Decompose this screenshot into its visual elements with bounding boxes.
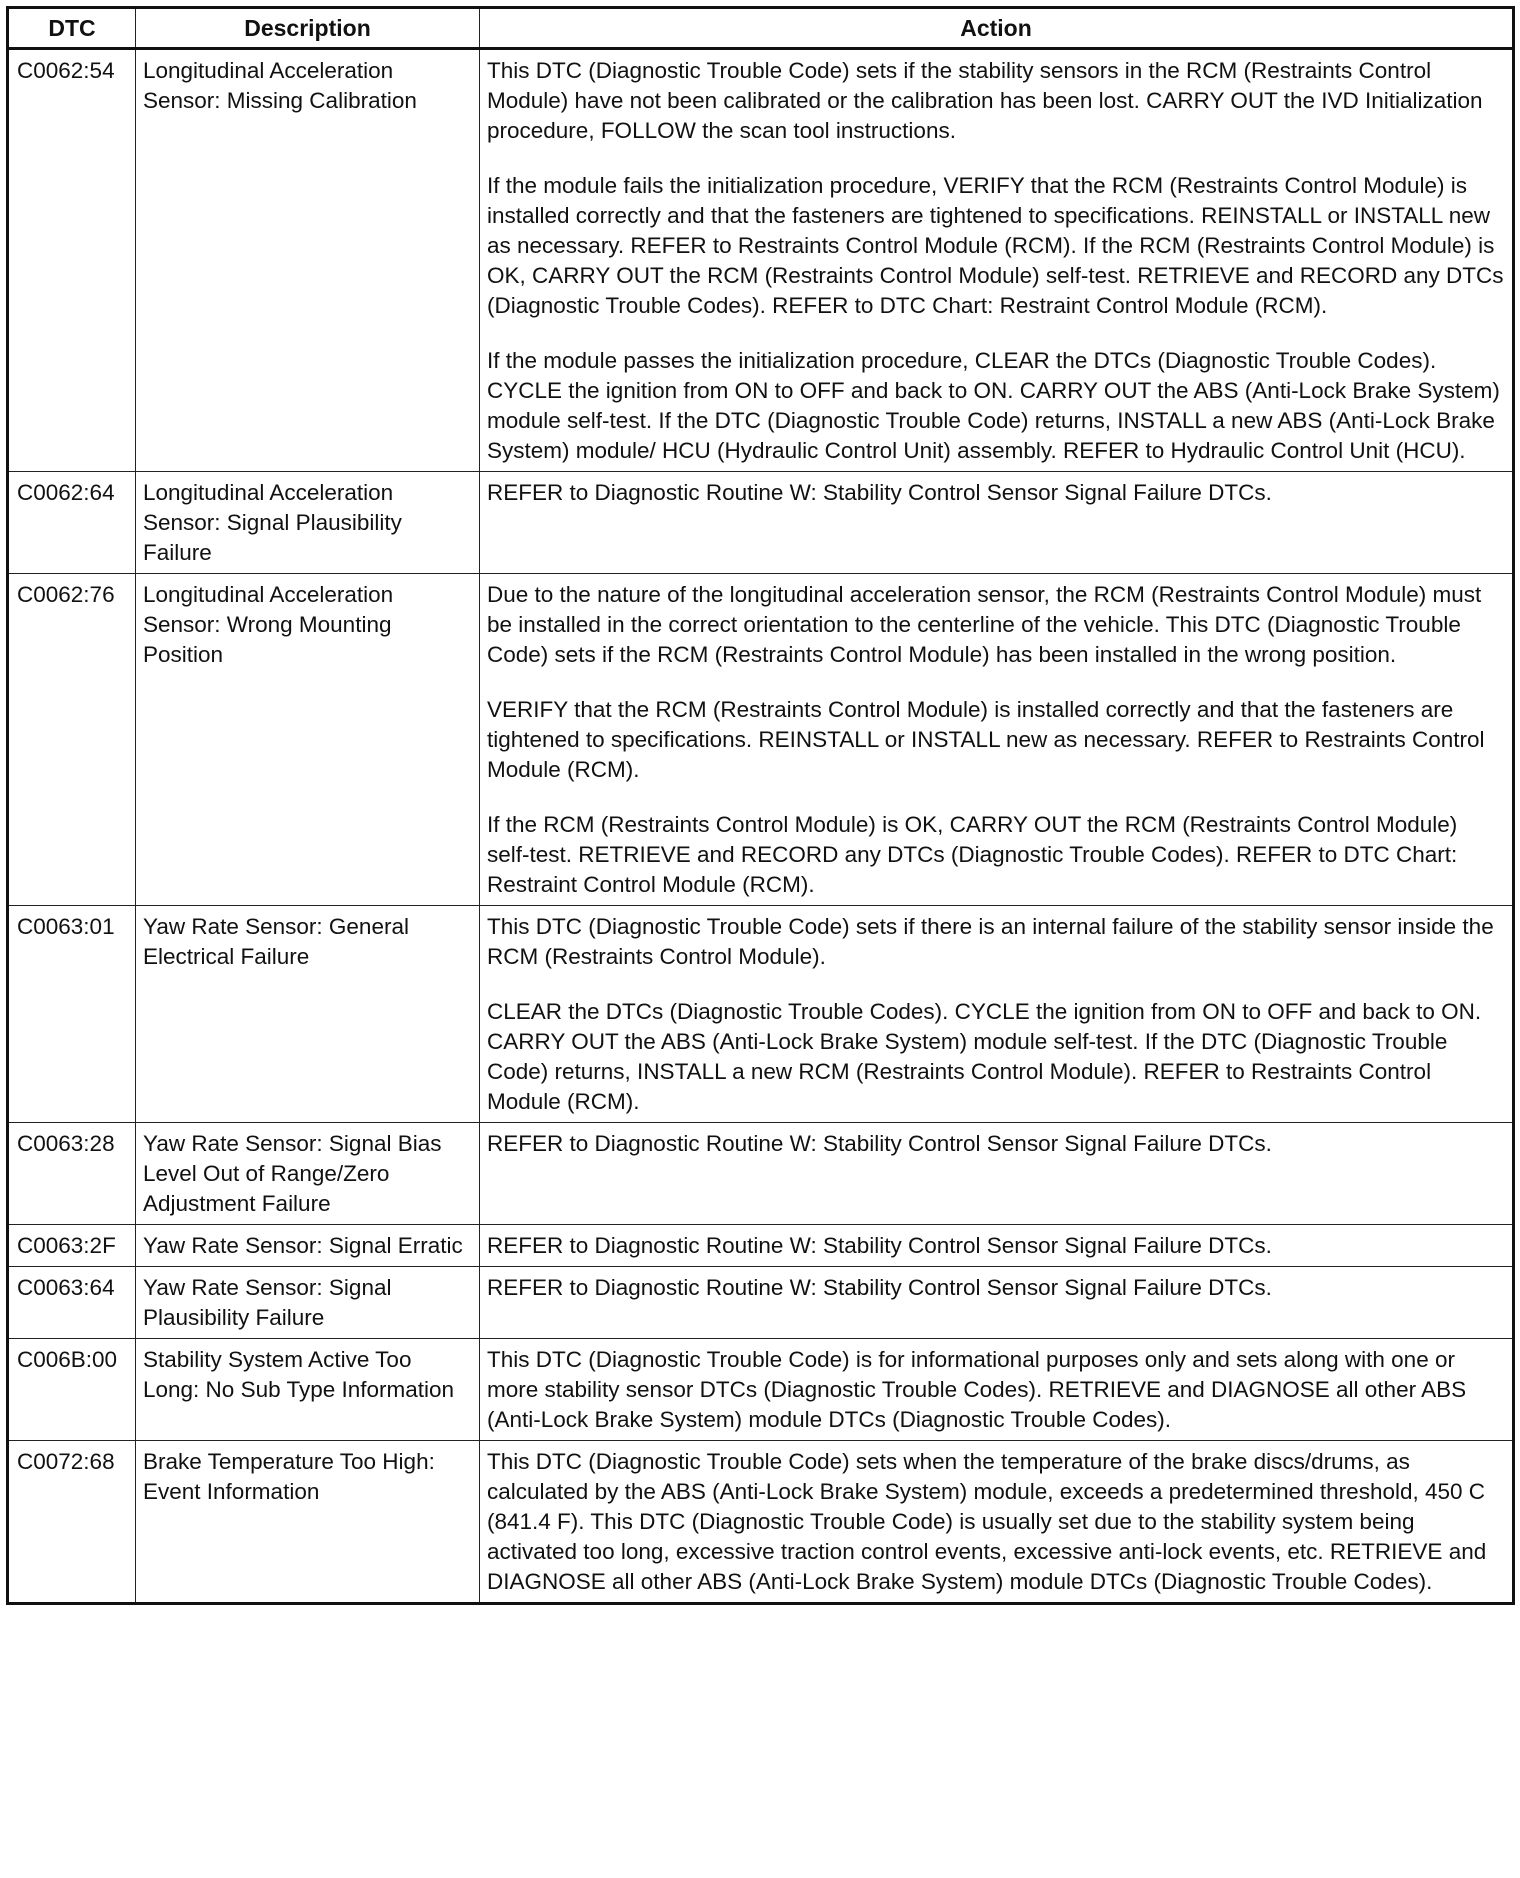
action-paragraph: This DTC (Diagnostic Trouble Code) sets if there is an internal failure of the stability sensor inside the RCM (Restraints Control Module). [487,914,1494,969]
dtc-description: Yaw Rate Sensor: General Electrical Failure [136,906,480,1123]
action-paragraph: REFER to Diagnostic Routine W: Stability Control Sensor Signal Failure DTCs. [487,1275,1272,1300]
dtc-action [480,1267,1514,1339]
action-paragraph: REFER to Diagnostic Routine W: Stability Control Sensor Signal Failure DTCs. [487,1131,1272,1156]
dtc-table [6,6,1515,1605]
dtc-code: C0063:64 [8,1267,136,1339]
table-row [8,1339,1514,1441]
action-paragraph: If the module fails the initialization procedure, VERIFY that the RCM (Restraints Control Module) is installed correctly and that the fasteners are tightened to specifications. REINSTALL or INSTALL new as necessary. REFER to Restraints Control Module (RCM). If the RCM (Restraints Control Module) is OK, CARRY OUT the RCM (Restraints Control Module) self-test. RETRIEVE and RECORD any DTCs (Diagnostic Trouble Codes). REFER to DTC Chart: Restraint Control Module (RCM). [487,173,1504,318]
action-paragraph: This DTC (Diagnostic Trouble Code) sets if the stability sensors in the RCM (Restraints Control Module) have not been calibrated or the calibration has been lost. CARRY OUT the IVD Initialization procedure, FOLLOW the scan tool instructions. [487,58,1483,143]
dtc-action [480,1225,1514,1267]
action-paragraph: If the module passes the initialization procedure, CLEAR the DTCs (Diagnostic Trouble Codes). CYCLE the ignition from ON to OFF and back to ON. CARRY OUT the ABS (Anti-Lock Brake System) module self-test. If the DTC (Diagnostic Trouble Code) returns, INSTALL a new ABS (Anti-Lock Brake System) module/ HCU (Hydraulic Control Unit) assembly. REFER to Hydraulic Control Unit (HCU). [487,348,1500,463]
action-paragraph: If the RCM (Restraints Control Module) is OK, CARRY OUT the RCM (Restraints Control Module) self-test. RETRIEVE and RECORD any DTCs (Diagnostic Trouble Codes). REFER to DTC Chart: Restraint Control Module (RCM). [487,812,1458,897]
header-dtc: DTC [8,8,136,49]
dtc-description: Longitudinal Acceleration Sensor: Missing Calibration [136,49,480,472]
action-paragraph: REFER to Diagnostic Routine W: Stability Control Sensor Signal Failure DTCs. [487,1233,1272,1258]
dtc-description: Brake Temperature Too High: Event Information [136,1441,480,1604]
table-row [8,1225,1514,1267]
dtc-code: C0072:68 [8,1441,136,1604]
dtc-code: C0063:28 [8,1123,136,1225]
dtc-code: C0062:54 [8,49,136,472]
table-header-row [8,8,1514,49]
action-paragraph: VERIFY that the RCM (Restraints Control Module) is installed correctly and that the fasteners are tightened to specifications. REINSTALL or INSTALL new as necessary. REFER to Restraints Control Module (RCM). [487,697,1485,782]
table-row [8,472,1514,574]
action-paragraph: REFER to Diagnostic Routine W: Stability Control Sensor Signal Failure DTCs. [487,480,1272,505]
dtc-code: C0063:2F [8,1225,136,1267]
action-paragraph: CLEAR the DTCs (Diagnostic Trouble Codes). CYCLE the ignition from ON to OFF and back to ON. CARRY OUT the ABS (Anti-Lock Brake System) module self-test. If the DTC (Diagnostic Trouble Code) returns, INSTALL a new RCM (Restraints Control Module). REFER to Restraints Control Module (RCM). [487,999,1482,1114]
dtc-action [480,472,1514,574]
table-row [8,574,1514,906]
dtc-code: C0062:64 [8,472,136,574]
dtc-description: Longitudinal Acceleration Sensor: Signal Plausibility Failure [136,472,480,574]
table-row [8,49,1514,472]
dtc-table-container [6,6,1512,1605]
dtc-action [480,574,1514,906]
dtc-action [480,906,1514,1123]
dtc-description: Yaw Rate Sensor: Signal Erratic [136,1225,480,1267]
table-row [8,1267,1514,1339]
dtc-action [480,1123,1514,1225]
table-row [8,1123,1514,1225]
dtc-description: Yaw Rate Sensor: Signal Plausibility Failure [136,1267,480,1339]
action-paragraph: This DTC (Diagnostic Trouble Code) is for informational purposes only and sets along with one or more stability sensor DTCs (Diagnostic Trouble Codes). RETRIEVE and DIAGNOSE all other ABS (Anti-Lock Brake System) module DTCs (Diagnostic Trouble Codes). [487,1347,1467,1432]
dtc-code: C006B:00 [8,1339,136,1441]
header-action: Action [480,8,1514,49]
dtc-description: Longitudinal Acceleration Sensor: Wrong Mounting Position [136,574,480,906]
dtc-code: C0063:01 [8,906,136,1123]
dtc-action [480,49,1514,472]
header-description: Description [136,8,480,49]
dtc-code: C0062:76 [8,574,136,906]
dtc-action [480,1441,1514,1604]
action-paragraph: This DTC (Diagnostic Trouble Code) sets when the temperature of the brake discs/drums, as calculated by the ABS (Anti-Lock Brake System) module, exceeds a predetermined threshold, 450 C (841.4 F). This DTC (Diagnostic Trouble Code) is usually set due to the stability system being activated too long, excessive traction control events, excessive anti-lock events, etc. RETRIEVE and DIAGNOSE all other ABS (Anti-Lock Brake System) module DTCs (Diagnostic Trouble Codes). [487,1449,1487,1594]
action-paragraph: Due to the nature of the longitudinal acceleration sensor, the RCM (Restraints Control Module) must be installed in the correct orientation to the centerline of the vehicle. This DTC (Diagnostic Trouble Code) sets if the RCM (Restraints Control Module) has been installed in the wrong position. [487,582,1482,667]
dtc-description: Stability System Active Too Long: No Sub Type Information [136,1339,480,1441]
table-row [8,1441,1514,1604]
table-row [8,906,1514,1123]
dtc-description: Yaw Rate Sensor: Signal Bias Level Out of Range/Zero Adjustment Failure [136,1123,480,1225]
dtc-action [480,1339,1514,1441]
